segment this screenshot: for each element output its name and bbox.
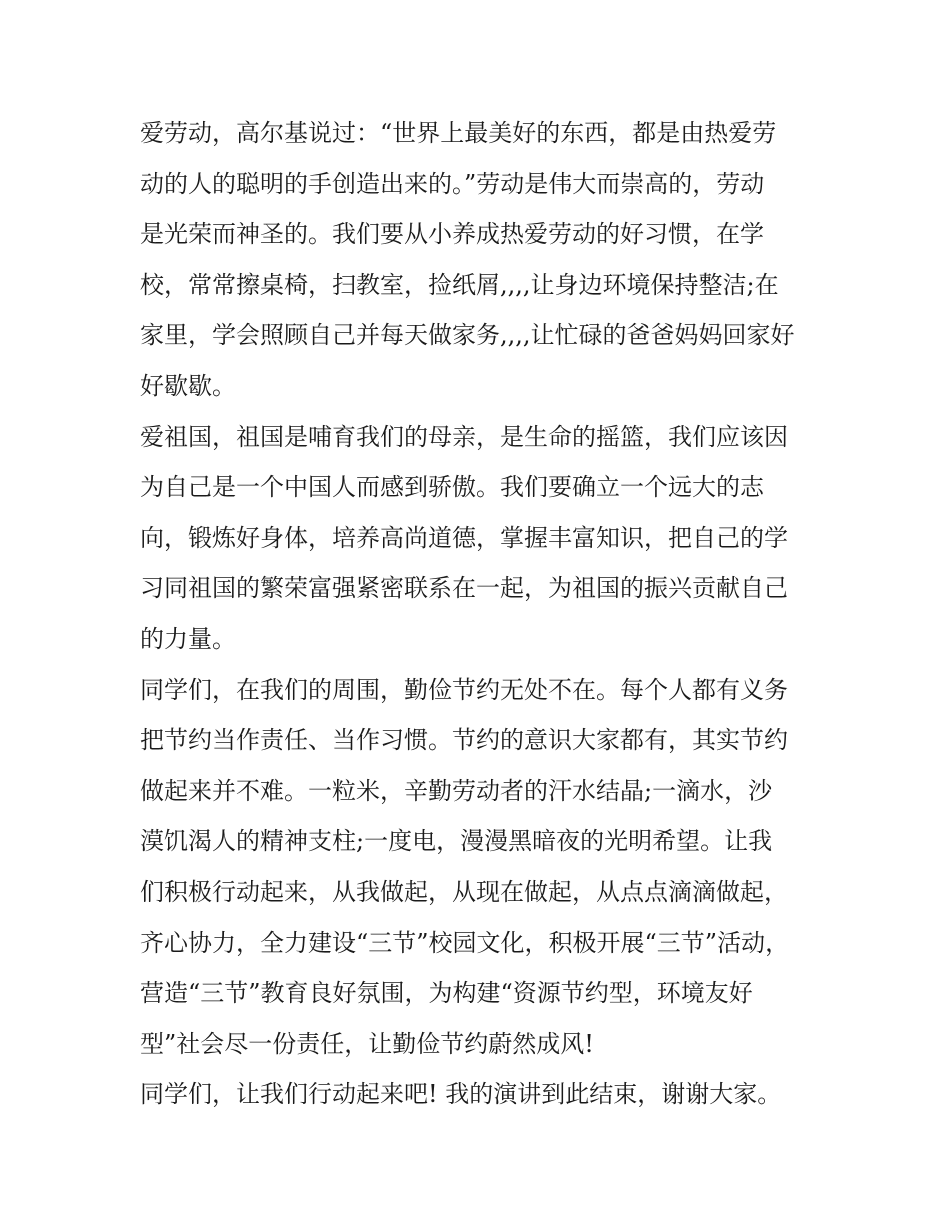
text-line: 校，常常擦桌椅，扫教室，捡纸屑,,,,让身边环境保持整洁;在: [140, 270, 779, 299]
text-line: 同学们，在我们的周围，勤俭节约无处不在。每个人都有义务: [140, 675, 788, 704]
text-line: 爱祖国，祖国是哺育我们的母亲，是生命的摇篮，我们应该因: [140, 422, 788, 451]
text-line: 为自己是一个中国人而感到骄傲。我们要确立一个远大的志: [140, 473, 764, 502]
text-line: 爱劳动，高尔基说过：“世界上最美好的东西，都是由热爱劳: [140, 119, 777, 147]
text-line: 好歇歇。: [140, 371, 236, 400]
text-line: 漠饥渴人的精神支柱;一度电，漫漫黑暗夜的光明希望。让我: [140, 827, 773, 856]
speech-text: [140, 108, 840, 1120]
text-line: 习同祖国的繁荣富强紧密联系在一起，为祖国的振兴贡献自己: [140, 574, 788, 603]
text-line: 齐心协力，全力建设“三节”校园文化，积极开展“三节”活动，: [140, 928, 790, 957]
text-line: 的力量。: [140, 624, 236, 653]
text-line: 把节约当作责任、当作习惯。节约的意识大家都有，其实节约: [140, 726, 788, 755]
text-line: 们积极行动起来，从我做起，从现在做起，从点点滴滴做起，: [140, 877, 788, 906]
text-line: 向，锻炼好身体，培养高尚道德，掌握丰富知识，把自己的学: [140, 523, 788, 552]
text-line: 家里，学会照顾自己并每天做家务,,,,让忙碌的爸爸妈妈回家好: [140, 321, 795, 350]
text-line: 是光荣而神圣的。我们要从小养成热爱劳动的好习惯，在学: [140, 220, 764, 249]
text-line: 营造“三节”教育良好氛围，为构建“资源节约型，环境友好: [140, 979, 753, 1008]
text-line: 型”社会尽一份责任，让勤俭节约蔚然成风!: [140, 1029, 594, 1058]
text-line: 同学们，让我们行动起来吧! 我的演讲到此结束，谢谢大家。: [140, 1080, 782, 1109]
text-line: 动的人的聪明的手创造出来的。”劳动是伟大而崇高的，劳动: [140, 169, 765, 198]
text-line: 做起来并不难。一粒米，辛勤劳动者的汗水结晶;一滴水，沙: [140, 776, 773, 805]
